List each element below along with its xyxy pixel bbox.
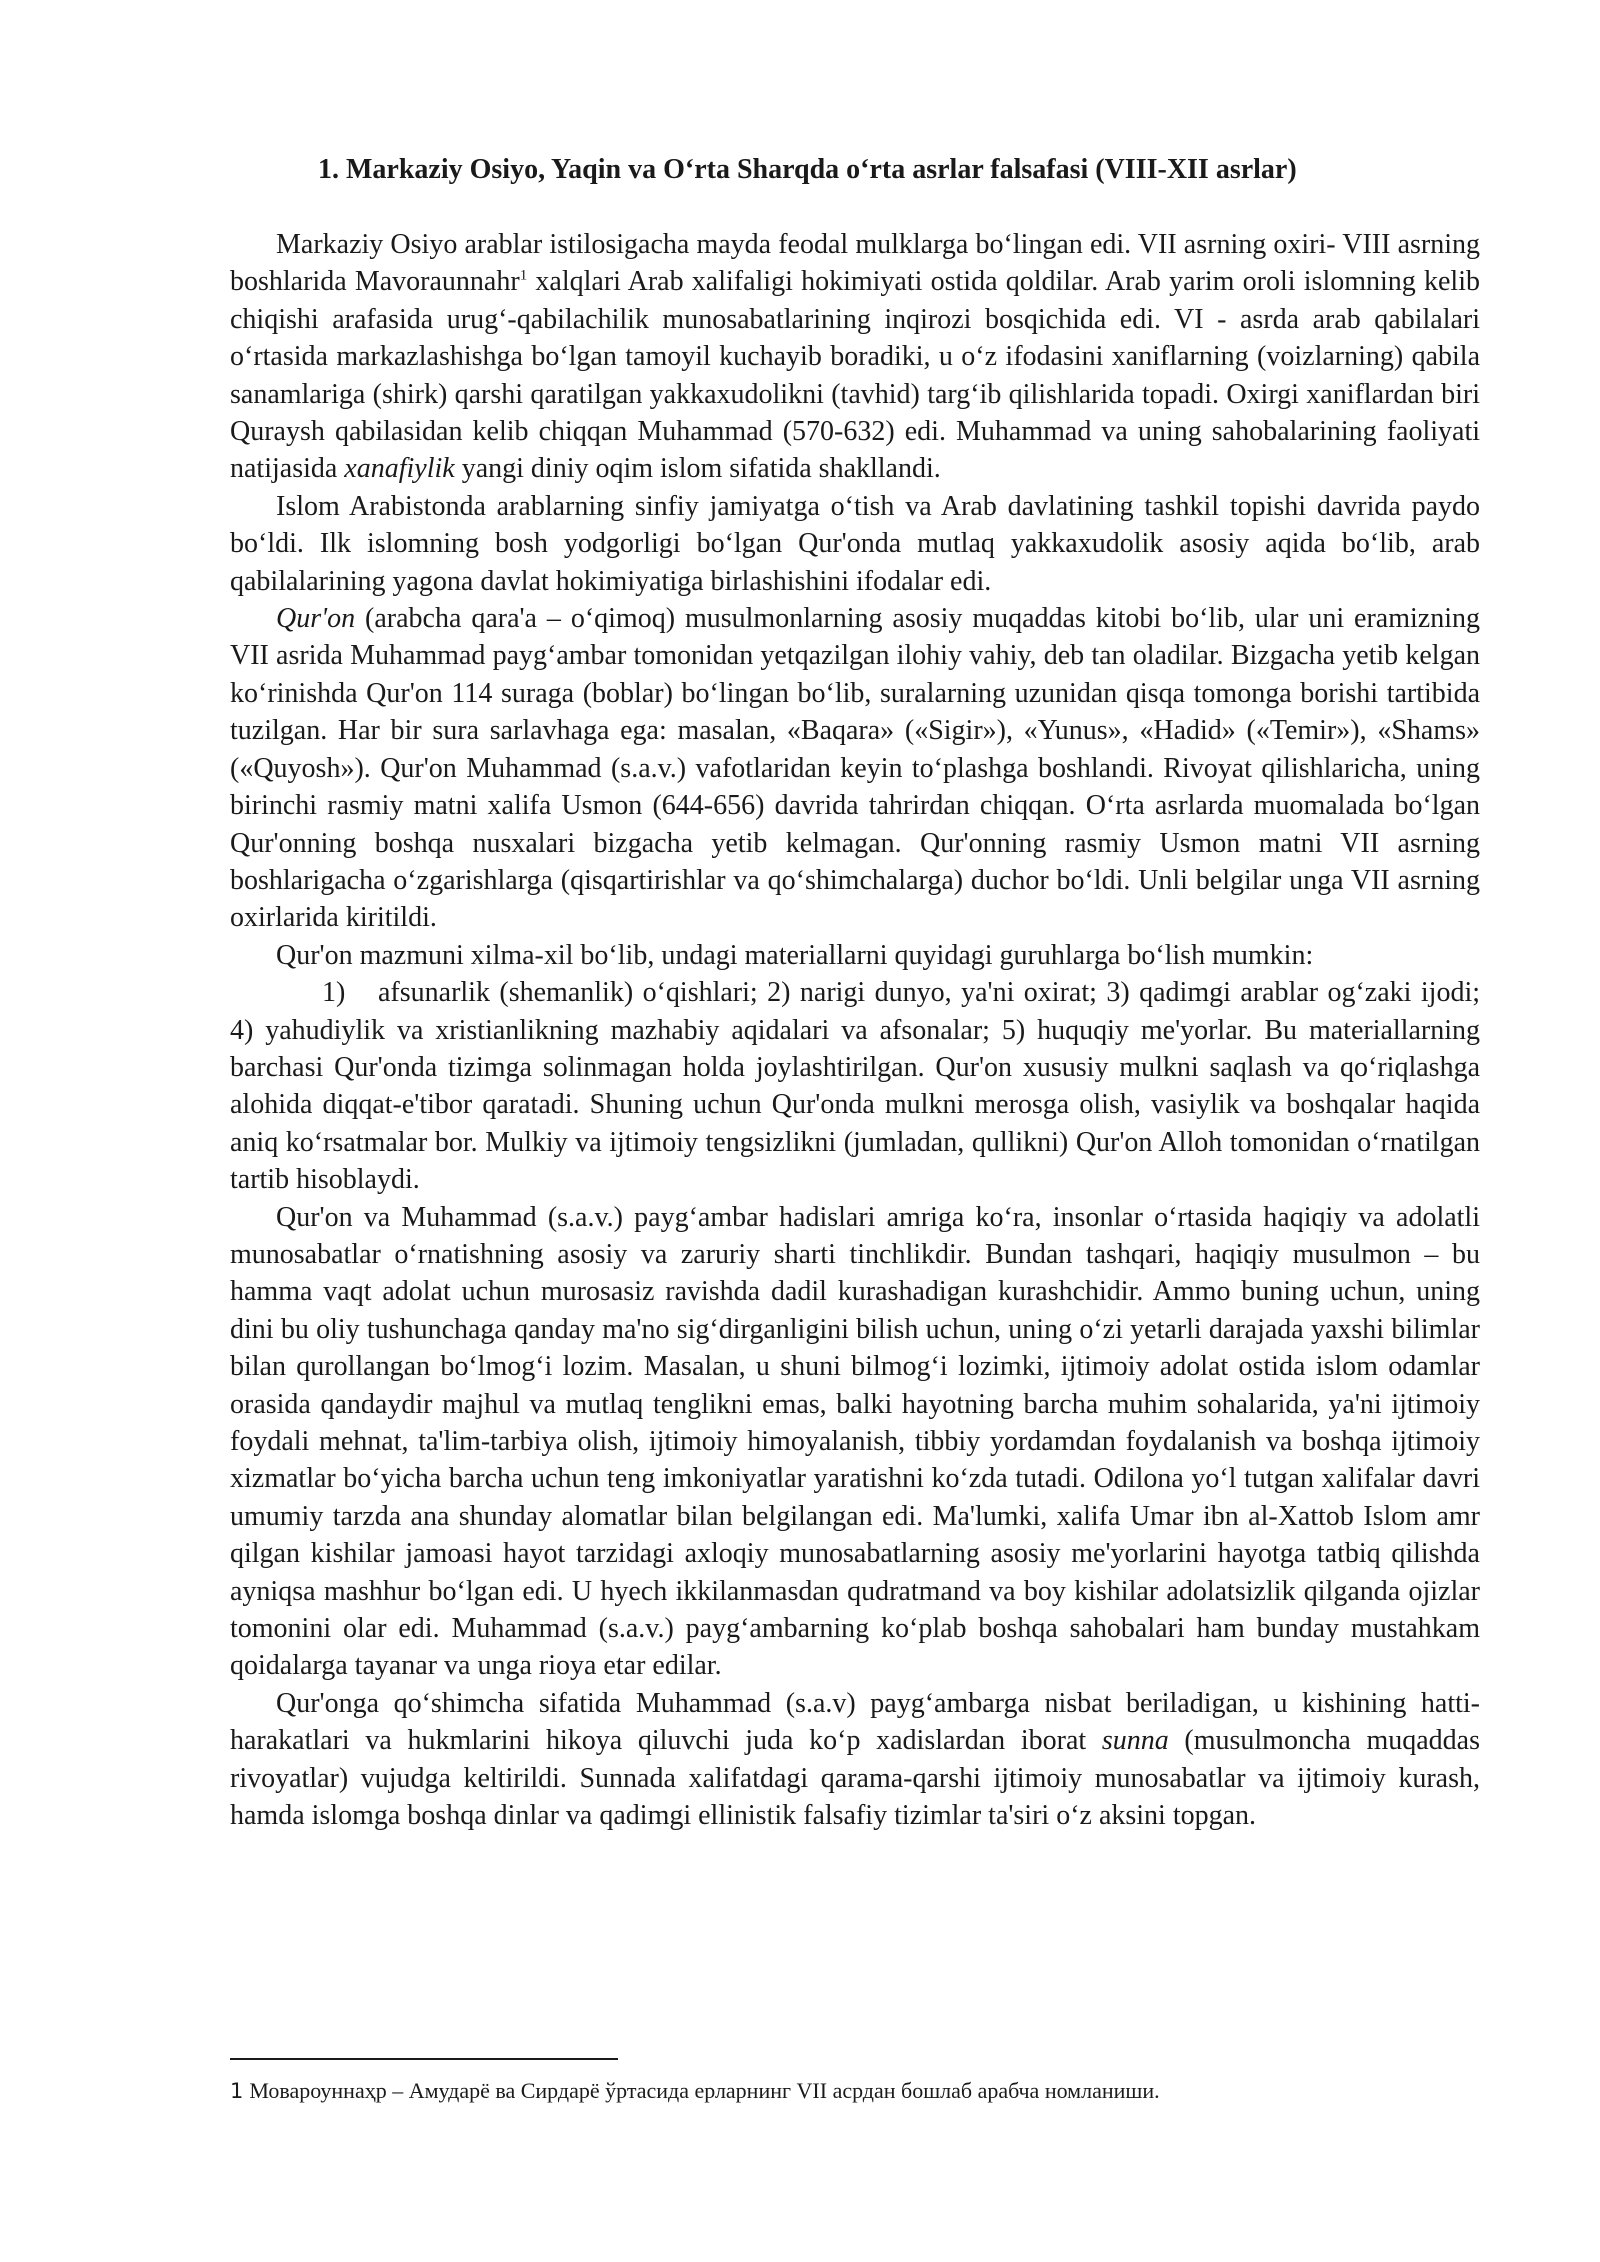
- paragraph-3-text: (arabcha qara'a – o‘qimoq) musulmonlarning asosiy muqaddas kitobi bo‘lib, ular uni eramizning VII asrida Muhammad payg‘ambar tomonidan yetqazilgan ilohiy vahiy, deb tan oladilar. Bizgacha yetib kelgan ko‘rinishda Qur'on 114 suraga (boblar) bo‘lingan bo‘lib, suralarning uzunidan qisqa tomonga borishi tartibida tuzilgan. Har bir sura sarlavhaga ega: masalan, «Baqara» («Sigir»), «Yunus», «Hadid» («Temir»), «Shams» («Quyosh»). Qur'on Muhammad (s.a.v.) vafotlaridan keyin to‘plashga boshlandi. Rivoyat qilishlaricha, uning birinchi rasmiy matni xalifa Usmon (644-656) davrida tahrirdan chiqqan. O‘rta asrlarda muomalada bo‘lgan Qur'onning boshqa nusxalari bizgacha yetib kelmagan. Qur'onning rasmiy Usmon matni VII asrning boshlarigacha o‘zgarishlarga (qisqartirishlar va qo‘shimchalarga) duchor bo‘ldi. Unli belgilar unga VII asrning oxirlarida kiritildi.: [230, 603, 1480, 934]
- paragraph-7: [230, 1685, 1480, 1835]
- paragraph-7-text-b: (musulmoncha muqaddas rivoyatlar) vujudga keltirildi. Sunnada xalifatdagi qarama-qarshi ijtimoiy munosabatlar va ijtimoiy kurash, hamda islomga boshqa dinlar va qadimgi ellinistik falsafiy tizimlar ta'siri o‘z aksini topgan.: [230, 1725, 1481, 1832]
- footnote-number: 1: [230, 2079, 244, 2103]
- paragraph-4: Qur'on mazmuni xilma-xil bo‘lib, undagi materiallarni quyidagi guruhlarga bo‘lish mumkin:: [276, 939, 1314, 971]
- paragraph-1: [230, 226, 1480, 488]
- paragraph-2: Islom Arabistonda arablarning sinfiy jamiyatga o‘tish va Arab davlatining tashkil topishi davrida paydo bo‘ldi. Ilk islomning bosh yodgorligi bo‘lgan Qur'onda mutlaq yakkaxudolik asosiy aqida bo‘lib, arab qabilalarining yagona davlat hokimiyatiga birlashishini ifodalar edi.: [230, 490, 1480, 597]
- italic-term-quron: Qur'on: [276, 603, 356, 635]
- italic-term-sunna: sunna: [1101, 1725, 1169, 1757]
- paragraph-5-list: [230, 974, 1480, 1198]
- paragraph-7-text-a: Qur'onga qo‘shimcha sifatida Muhammad (s.a.v) payg‘ambarga nisbat beriladigan, u kishining hatti-harakatlari va hukmlarini hikoya qiluvchi juda ko‘p xadislardan iborat: [230, 1687, 1480, 1757]
- paragraph-1-text-c: yangi diniy oqim islom sifatida shakllandi.: [454, 453, 941, 485]
- section-title: 1. Markaziy Osiyo, Yaqin va O‘rta Sharqda o‘rta asrlar falsafasi (VIII-XII asrlar): [318, 154, 1297, 185]
- footnote-reference[interactable]: 1: [519, 268, 528, 285]
- footnote-text: Мовароуннаҳр – Амударё ва Сирдарё ўртасида ерларнинг VII асрдан бошлаб арабча номланиши.: [249, 2078, 1160, 2103]
- italic-term-xanafiylik: xanafiylik: [344, 453, 455, 485]
- list-number: 1): [322, 977, 346, 1009]
- body-text: [230, 226, 1480, 1834]
- paragraph-6: Qur'on va Muhammad (s.a.v.) payg‘ambar hadislari amriga ko‘ra, insonlar o‘rtasida haqiqiy va adolatli munosabatlar o‘rnatishning asosiy va zaruriy sharti tinchlikdir. Bundan tashqari, haqiqiy musulmon – bu hamma vaqt adolat uchun murosasiz ravishda dadil kurashadigan kurashchidir. Ammo buning uchun, uning dini bu oliy tushunchaga qanday ma'no sig‘dirganligini bilish uchun, uning o‘zi yetarli darajada yaxshi bilimlar bilan qurollangan bo‘lmog‘i lozim. Masalan, u shuni bilmog‘i lozimki, ijtimoiy adolat ostida islom odamlar orasida qandaydir majhul va mutlaq tenglikni emas, balki hayotning barcha muhim sohalarida, ya'ni ijtimoiy foydali mehnat, ta'lim-tarbiya olish, ijtimoiy himoyalanish, tibbiy yordamdan foydalanish va boshqa ijtimoiy xizmatlar bo‘yicha barcha uchun teng imkoniyatlar yaratishni ko‘zda tutadi. Odilona yo‘l tutgan xalifalar davri umumiy tarzda ana shunday alomatlar bilan belgilangan edi. Ma'lumki, xalifa Umar ibn al-Xattob Islom amr qilgan kishilar jamoasi hayot tarzidagi axloqiy munosabatlarning asosiy me'yorlarini hayotga tatbiq qilishda ayniqsa mashhur bo‘lgan edi. U hyech ikkilanmasdan qudratmand va boy kishilar adolatsizlik qilganda ojizlar tomonini olar edi. Muhammad (s.a.v.) payg‘ambarning ko‘plab boshqa sahobalari ham bunday mustahkam qoidalarga tayanar va unga rioya etar edilar.: [230, 1201, 1480, 1682]
- paragraph-1-text-a: Markaziy Osiyo arablar istilosigacha mayda feodal mulklarga bo‘lingan edi. VII asrning oxiri- VIII asrning boshlarida Mavoraunnahr: [230, 229, 1480, 298]
- paragraph-5-text: afsunarlik (shemanlik) o‘qishlari; 2) narigi dunyo, ya'ni oxirat; 3) qadimgi arablar og‘zaki ijodi; 4) yahudiylik va xristianlikning mazhabiy aqidalari va afsonalar; 5) huquqiy me'yorlar. Bu materiallarning barchasi Qur'onda tizimga solinmagan holda joylashtirilgan. Qur'on xususiy mulkni saqlash va qo‘riqlashga alohida diqqat-e'tibor qaratadi. Shuning uchun Qur'onda mulkni merosga olish, vasiylik va boshqalar haqida aniq ko‘rsatmalar bor. Mulkiy va ijtimoiy tengsizlikni (jumladan, qullikni) Qur'on Alloh tomonidan o‘rnatilgan tartib hisoblaydi.: [230, 977, 1480, 1196]
- paragraph-1-text-b: xalqlari Arab xalifaligi hokimiyati ostida qoldilar. Arab yarim oroli islomning kelib chiqishi arafasida urug‘-qabilachilik munosabatlarining inqirozi bosqichida edi. VI - asrda arab qabilalari o‘rtasida markazlashishga bo‘lgan tamoyil kuchayib boradiki, u o‘z ifodasini xaniflarning (voizlarning) qabila sanamlariga (shirk) qarshi qaratilgan yakkaxudolikni (tavhid) targ‘ib qilishlarida topadi. Oxirgi xaniflardan biri Quraysh qabilasidan kelib chiqqan Muhammad (570-632) edi. Muhammad va uning sahobalarining faoliyati natijasida: [230, 266, 1480, 485]
- footnote: [230, 2076, 1480, 2106]
- footnote-separator: [230, 2058, 618, 2060]
- paragraph-3: [230, 600, 1480, 937]
